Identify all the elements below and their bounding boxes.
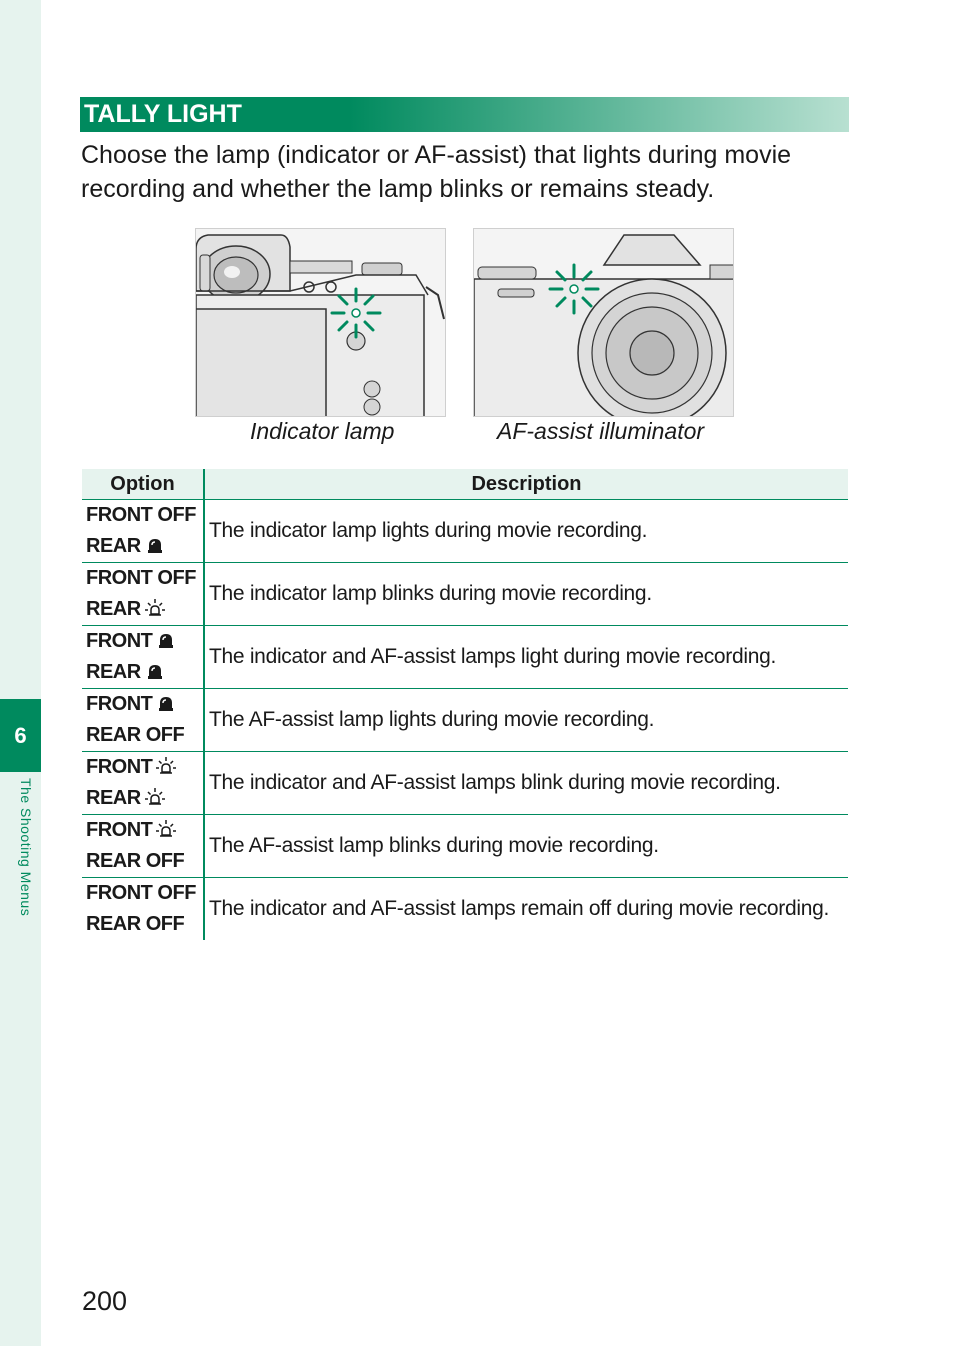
description-cell: The AF-assist lamp blinks during movie recording. — [204, 815, 848, 878]
camera-rear-illustration — [195, 228, 446, 417]
table-row — [82, 815, 848, 878]
option-rear-label: REAR — [86, 598, 141, 620]
option-rear-label: REAR OFF — [86, 850, 185, 872]
option-front-label: FRONT OFF — [86, 504, 196, 526]
header-description: Description — [204, 469, 848, 500]
chapter-number: 6 — [14, 722, 27, 748]
indicator-lamp-caption: Indicator lamp — [250, 418, 395, 444]
lamp-blink-icon — [145, 786, 165, 806]
option-rear-label: REAR OFF — [86, 724, 185, 746]
option-cell — [82, 878, 204, 941]
lamp-steady-icon — [156, 629, 176, 649]
table-row — [82, 878, 848, 941]
option-front-line — [86, 626, 203, 657]
option-cell — [82, 626, 204, 689]
option-rear-line — [86, 846, 203, 877]
intro-paragraph: Choose the lamp (indicator or AF-assist) that lights during movie recording and whether the lamp blinks or remains steady. — [81, 141, 792, 203]
description-cell: The indicator and AF-assist lamps light during movie recording. — [204, 626, 848, 689]
option-rear-line — [86, 720, 203, 751]
option-rear-line — [86, 783, 203, 814]
lamp-steady-icon — [145, 660, 165, 680]
option-front-line — [86, 500, 203, 531]
option-rear-line — [86, 657, 203, 688]
option-front-line — [86, 815, 203, 846]
option-rear-label: REAR — [86, 661, 141, 683]
lamp-blink-icon — [156, 755, 176, 775]
camera-front-illustration — [473, 228, 734, 417]
lamp-blink-icon — [156, 818, 176, 838]
lamp-steady-icon — [156, 692, 176, 712]
option-front-label: FRONT OFF — [86, 567, 196, 589]
table-header-row — [82, 469, 848, 500]
chapter-name: The Shooting Menus — [18, 778, 34, 917]
option-front-line — [86, 878, 203, 909]
option-front-label: FRONT — [86, 693, 153, 715]
option-rear-line — [86, 531, 203, 562]
option-cell — [82, 815, 204, 878]
side-strip — [0, 0, 41, 1346]
lamp-steady-icon — [145, 534, 165, 554]
description-cell: The AF-assist lamp lights during movie recording. — [204, 689, 848, 752]
description-cell: The indicator lamp blinks during movie recording. — [204, 563, 848, 626]
option-rear-label: REAR — [86, 535, 141, 557]
tally-light-options-table — [82, 469, 848, 940]
af-assist-caption: AF-assist illuminator — [497, 418, 705, 444]
option-front-line — [86, 752, 203, 783]
option-front-label: FRONT — [86, 819, 153, 841]
option-rear-line — [86, 909, 203, 940]
description-cell: The indicator and AF-assist lamps blink during movie recording. — [204, 752, 848, 815]
table-row — [82, 563, 848, 626]
option-front-line — [86, 689, 203, 720]
header-option: Option — [82, 469, 204, 500]
table-row — [82, 689, 848, 752]
description-cell: The indicator and AF-assist lamps remain off during movie recording. — [209, 897, 830, 920]
option-rear-line — [86, 594, 203, 625]
option-front-label: FRONT — [86, 630, 153, 652]
option-cell — [82, 500, 204, 563]
description-cell: The indicator lamp lights during movie recording. — [204, 500, 848, 563]
chapter-tab — [0, 699, 41, 772]
table-row — [82, 500, 848, 563]
option-cell — [82, 563, 204, 626]
option-front-line — [86, 563, 203, 594]
lamp-blink-icon — [145, 597, 165, 617]
option-cell — [82, 689, 204, 752]
option-rear-label: REAR — [86, 787, 141, 809]
option-cell — [82, 752, 204, 815]
table-row — [82, 626, 848, 689]
option-front-label: FRONT — [86, 756, 153, 778]
section-title: TALLY LIGHT — [80, 97, 849, 132]
page-number: 200 — [82, 1286, 128, 1316]
table-row — [82, 752, 848, 815]
option-rear-label: REAR OFF — [86, 913, 185, 935]
option-front-label: FRONT OFF — [86, 882, 196, 904]
